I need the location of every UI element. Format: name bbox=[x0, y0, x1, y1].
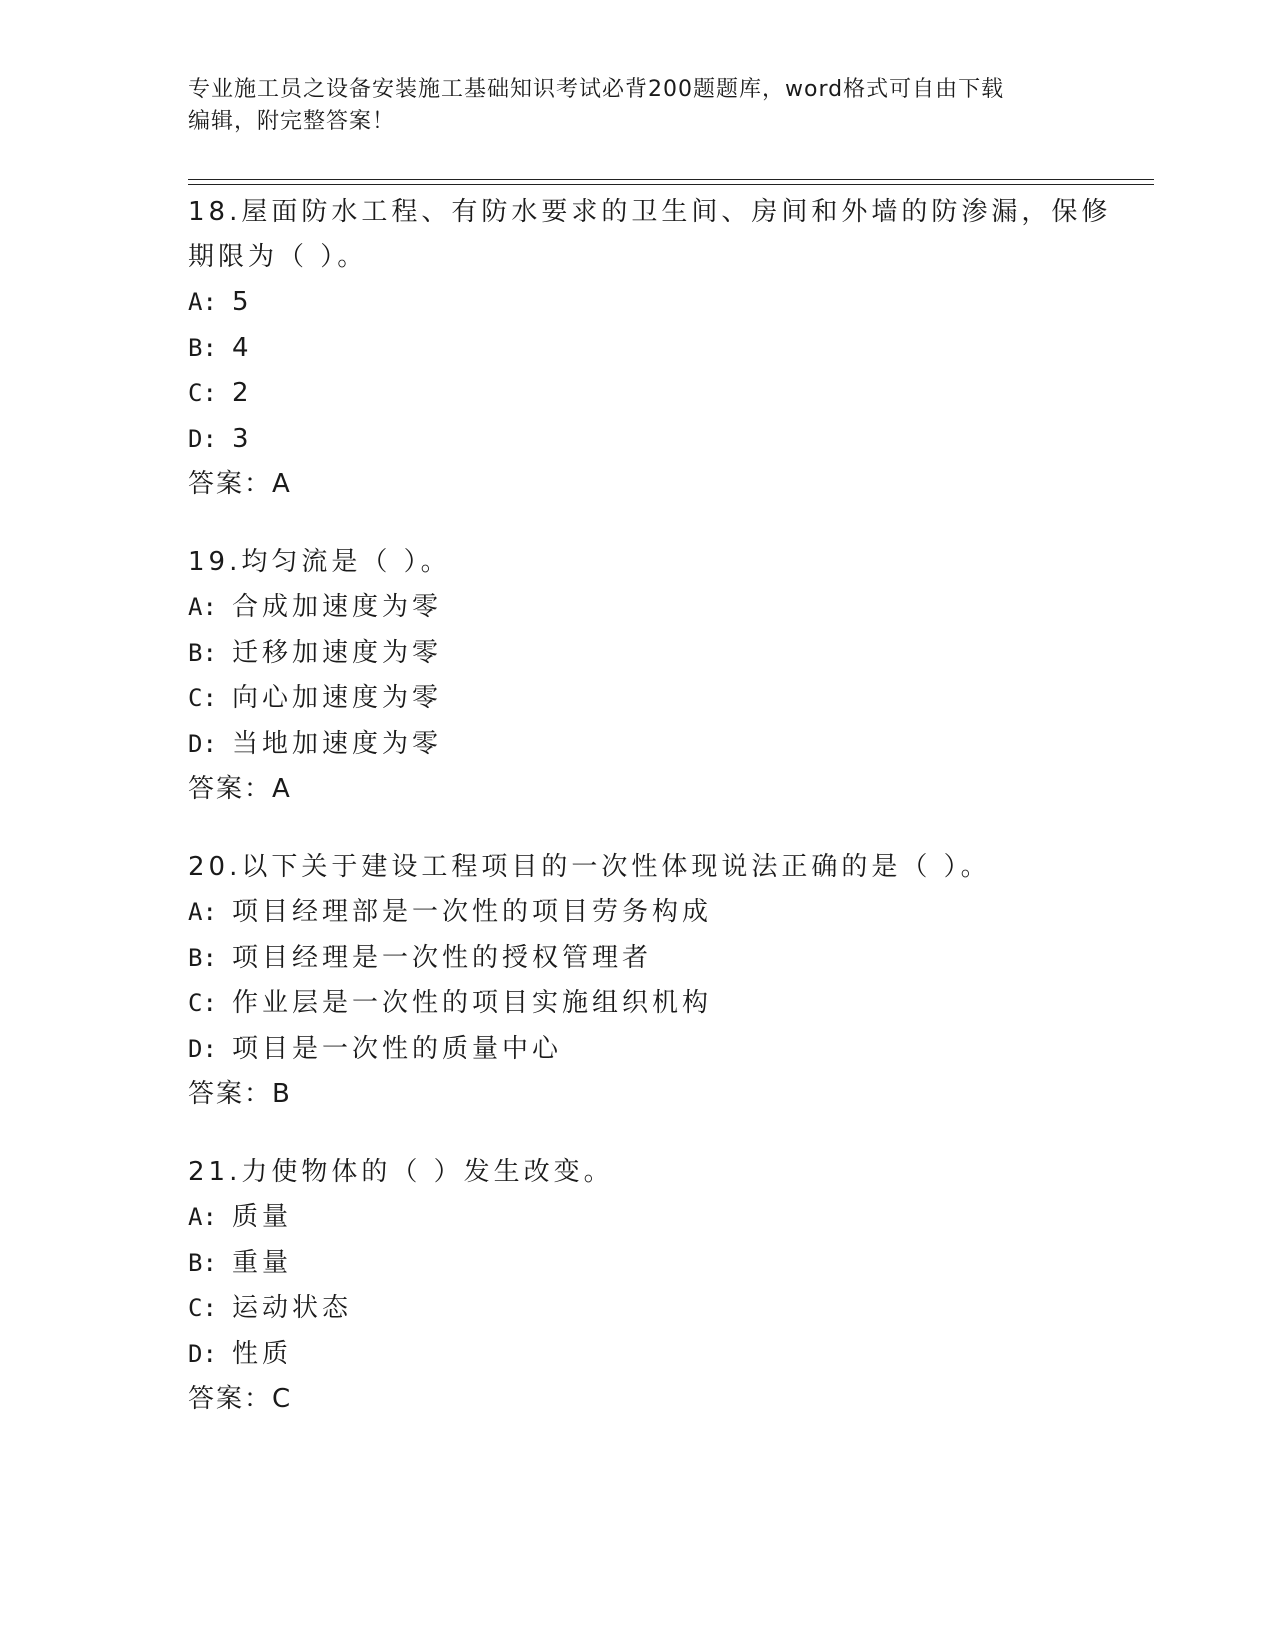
question-20 bbox=[188, 845, 1128, 1117]
option-key: D: bbox=[188, 729, 217, 758]
answer-label: 答案： bbox=[188, 1079, 273, 1109]
option-value: 3 bbox=[232, 423, 253, 454]
answer-label: 答案： bbox=[188, 774, 273, 804]
option-value: 作业层是一次性的项目实施组织机构 bbox=[232, 988, 713, 1018]
option-key: C: bbox=[188, 1294, 217, 1322]
option-key: B: bbox=[188, 333, 217, 362]
header-divider-bottom bbox=[188, 184, 1154, 185]
option-key: D: bbox=[188, 1339, 217, 1368]
option-value: 项目是一次性的质量中心 bbox=[232, 1033, 563, 1064]
option-key: D: bbox=[188, 424, 217, 453]
option-c bbox=[188, 676, 1128, 722]
option-key: B: bbox=[188, 638, 217, 667]
option-d bbox=[188, 417, 1128, 463]
option-b bbox=[188, 326, 1128, 372]
option-value: 重量 bbox=[232, 1247, 293, 1278]
question-text: 20.以下关于建设工程项目的一次性体现说法正确的是（ ）。 bbox=[188, 852, 991, 882]
option-key: A: bbox=[188, 1203, 217, 1231]
question-19 bbox=[188, 540, 1128, 812]
question-text: 18.屋面防水工程、有防水要求的卫生间、房间和外墙的防渗漏，保修期限为（ ）。 bbox=[188, 197, 1112, 272]
option-key: A: bbox=[188, 898, 217, 926]
option-d bbox=[188, 1027, 1128, 1073]
option-key: B: bbox=[188, 943, 217, 972]
option-d bbox=[188, 722, 1128, 768]
header-line-1: 专业施工员之设备安装施工基础知识考试必背200题题库，word格式可自由下载 bbox=[188, 77, 1005, 102]
answer bbox=[188, 767, 1128, 812]
option-key: B: bbox=[188, 1248, 217, 1277]
document-header bbox=[188, 74, 1088, 138]
option-b bbox=[188, 1241, 1128, 1287]
answer-value: C bbox=[272, 1384, 292, 1414]
option-value: 质量 bbox=[232, 1202, 293, 1232]
option-value: 5 bbox=[232, 287, 253, 317]
option-value: 向心加速度为零 bbox=[232, 683, 443, 713]
answer bbox=[188, 462, 1128, 507]
option-value: 迁移加速度为零 bbox=[232, 637, 443, 668]
answer-label: 答案： bbox=[188, 469, 273, 499]
answer-label: 答案： bbox=[188, 1384, 273, 1414]
question-18 bbox=[188, 190, 1128, 507]
answer bbox=[188, 1377, 1128, 1422]
option-a bbox=[188, 585, 1128, 631]
question-21 bbox=[188, 1150, 1128, 1422]
option-key: C: bbox=[188, 989, 217, 1017]
option-a bbox=[188, 280, 1128, 326]
option-key: D: bbox=[188, 1034, 217, 1063]
option-c bbox=[188, 371, 1128, 417]
answer-value: A bbox=[272, 469, 291, 499]
option-a bbox=[188, 1195, 1128, 1241]
option-value: 运动状态 bbox=[232, 1293, 353, 1323]
option-key: A: bbox=[188, 593, 217, 621]
answer-value: B bbox=[272, 1079, 291, 1109]
option-d bbox=[188, 1332, 1128, 1378]
answer bbox=[188, 1072, 1128, 1117]
option-c bbox=[188, 981, 1128, 1027]
option-b bbox=[188, 936, 1128, 982]
header-divider-top bbox=[188, 179, 1154, 180]
option-value: 当地加速度为零 bbox=[232, 728, 443, 759]
header-line-2: 编辑，附完整答案！ bbox=[188, 109, 396, 134]
option-value: 2 bbox=[232, 378, 253, 408]
option-a bbox=[188, 890, 1128, 936]
option-key: C: bbox=[188, 684, 217, 712]
option-value: 4 bbox=[232, 332, 253, 363]
question-list bbox=[188, 190, 1128, 1455]
option-b bbox=[188, 631, 1128, 677]
question-text: 19.均匀流是（ ）。 bbox=[188, 547, 451, 577]
option-c bbox=[188, 1286, 1128, 1332]
option-key: C: bbox=[188, 379, 217, 407]
option-value: 性质 bbox=[232, 1338, 293, 1369]
option-key: A: bbox=[188, 288, 217, 316]
option-value: 合成加速度为零 bbox=[232, 592, 443, 622]
option-value: 项目经理部是一次性的项目劳务构成 bbox=[232, 897, 713, 927]
option-value: 项目经理是一次性的授权管理者 bbox=[232, 942, 653, 973]
answer-value: A bbox=[272, 774, 291, 804]
question-text: 21.力使物体的（ ）发生改变。 bbox=[188, 1157, 614, 1187]
